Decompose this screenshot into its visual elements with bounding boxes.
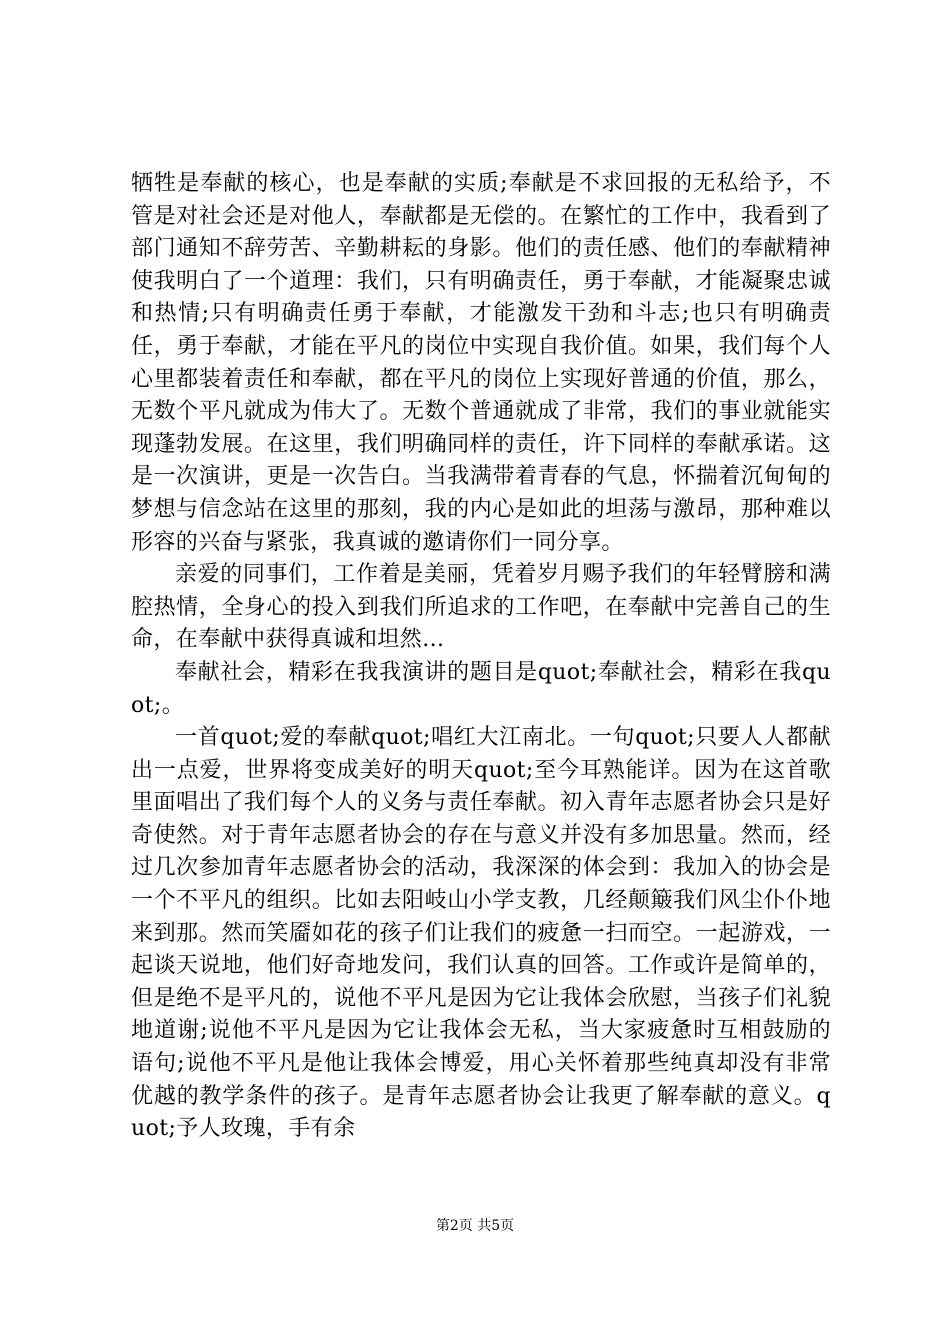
paragraph-1: 牺牲是奉献的核心，也是奉献的实质;奉献是不求回报的无私给予，不管是对社会还是对他人，奉献都是无偿的。在繁忙的工作中，我看到了部门通知不辞劳苦、辛勤耕耘的身影。他们的责任感、他们的奉献精神使我明白了一个道理：我们，只有明确责任，勇于奉献，才能凝聚忠诚和热情;只有明确责任勇于奉献，才能激发干劲和斗志;也只有明确责任，勇于奉献，才能在平凡的岗位中实现自我价值。如果，我们每个人心里都装着责任和奉献，都在平凡的岗位上实现好普通的价值，那么，无数个平凡就成为伟大了。无数个普通就成了非常，我们的事业就能实现蓬勃发展。在这里，我们明确同样的责任，许下同样的奉献承诺。这是一次演讲，更是一次告白。当我满带着青春的气息，怀揣着沉甸甸的梦想与信念站在这里的那刻，我的内心是如此的坦荡与激昂，那种难以形容的兴奋与紧张，我真诚的邀请你们一同分享。 xyxy=(131,171,831,555)
paragraph-3: 奉献社会，精彩在我我演讲的题目是quot;奉献社会，精彩在我quot;。 xyxy=(131,659,831,718)
document-body xyxy=(131,168,831,1146)
page-number-footer: 第2页 共5页 xyxy=(435,1218,515,1234)
paragraph-4: 一首quot;爱的奉献quot;唱红大江南北。一句quot;只要人人都献出一点爱，世界将变成美好的明天quot;至今耳熟能详。因为在这首歌里面唱出了我们每个人的义务与责任奉献。初入青年志愿者协会只是好奇使然。对于青年志愿者协会的存在与意义并没有多加思量。然而，经过几次参加青年志愿者协会的活动，我深深的体会到：我加入的协会是一个不平凡的组织。比如去阳岐山小学支教，几经颠簸我们风尘仆仆地来到那。然而笑靥如花的孩子们让我们的疲惫一扫而空。一起游戏，一起谈天说地，他们好奇地发问，我们认真的回答。工作或许是简单的，但是绝不是平凡的，说他不平凡是因为它让我体会欣慰，当孩子们礼貌地道谢;说他不平凡是因为它让我体会无私，当大家疲惫时互相鼓励的语句;说他不平凡是他让我体会博爱，用心关怀着那些纯真却没有非常优越的教学条件的孩子。是青年志愿者协会让我更了解奉献的意义。quot;予人玫瑰，手有余 xyxy=(131,725,831,1142)
paragraph-2: 亲爱的同事们，工作着是美丽，凭着岁月赐予我们的年轻臂膀和满腔热情，全身心的投入到我们所追求的工作吧，在奉献中完善自己的生命，在奉献中获得真诚和坦然... xyxy=(131,562,831,653)
